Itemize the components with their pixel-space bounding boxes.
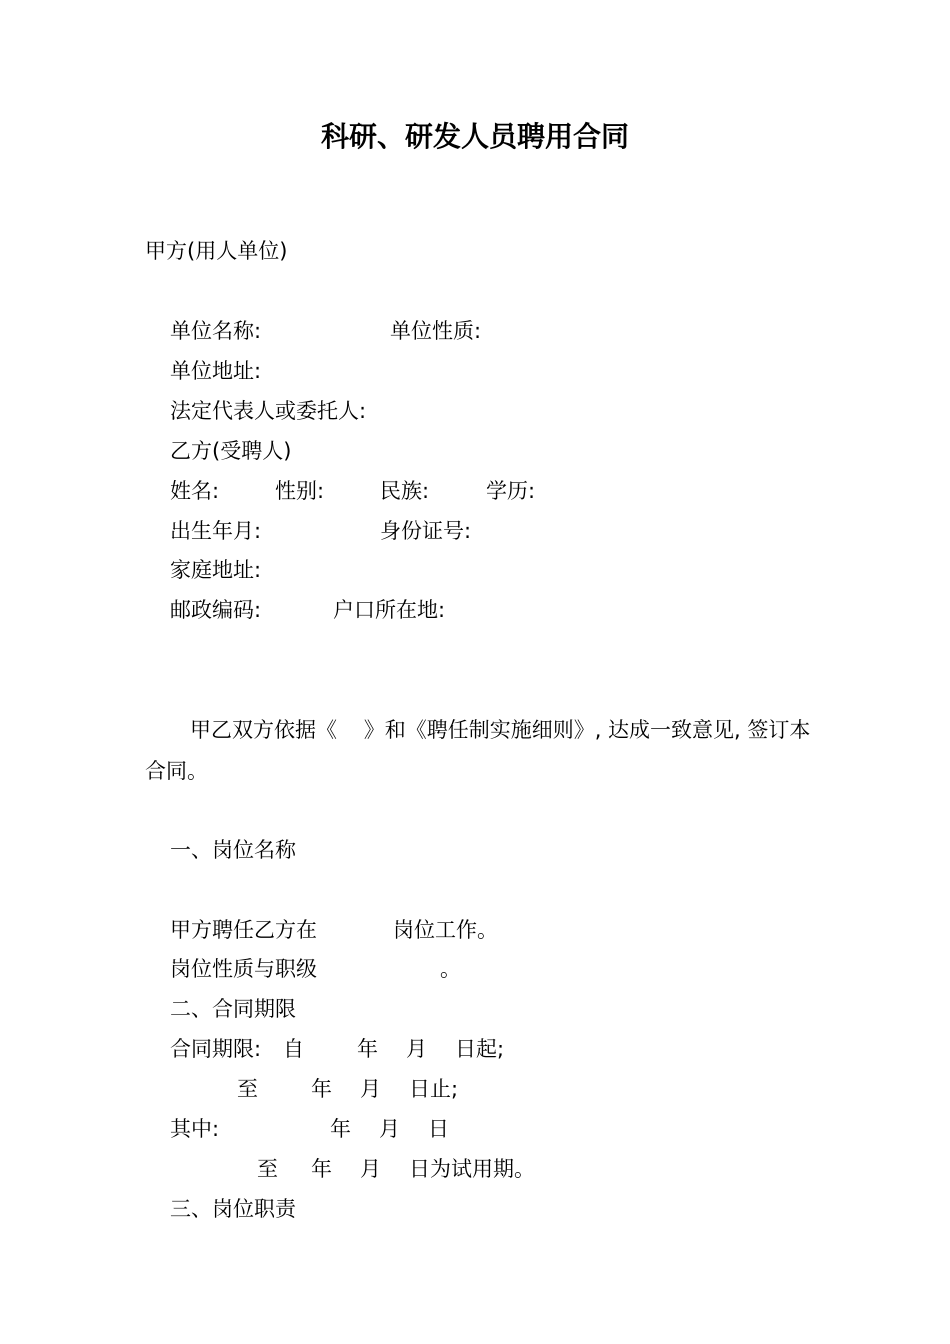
probation-end-year: 年 [311,1157,332,1181]
page-title: 科研、研发人员聘用合同 [320,120,629,153]
probation-start-day: 日 [428,1117,449,1141]
home-address-label: 家庭地址: [170,558,262,582]
contract-period-label: 合同期限: [170,1037,262,1061]
unit-address-label: 单位地址: [170,359,262,383]
legal-rep-label: 法定代表人或委托人: [170,399,367,423]
gender-label: 性别: [275,479,325,503]
post-appointment-text: 甲方聘任乙方在 [170,918,317,942]
section-3-heading: 三、岗位职责 [170,1197,296,1221]
postcode-label: 邮政编码: [170,598,262,622]
household-label: 户口所在地: [333,598,446,622]
period-end-month: 月 [360,1077,381,1101]
preamble-line-1: 甲乙双方依据《 》和《聘任制实施细则》, 达成一致意见, 签订本 [190,718,811,742]
probation-end-text: 日为试用期。 [409,1157,535,1181]
section-1-heading: 一、岗位名称 [170,838,296,862]
period-end-year: 年 [311,1077,332,1101]
post-work-text: 岗位工作。 [393,918,498,942]
unit-name-label: 单位名称: [170,319,262,343]
period-end-day: 日止; [409,1077,459,1101]
id-number-label: 身份证号: [380,519,472,543]
name-label: 姓名: [170,479,220,503]
preamble-line-2: 合同。 [145,759,208,783]
unit-nature-label: 单位性质: [390,319,482,343]
ethnicity-label: 民族: [380,479,430,503]
period-start-day: 日起; [455,1037,505,1061]
period-from-text: 自 [283,1037,304,1061]
probation-end-month: 月 [360,1157,381,1181]
education-label: 学历: [486,479,536,503]
section-2-heading: 二、合同期限 [170,997,296,1021]
probation-start-month: 月 [379,1117,400,1141]
probation-to-text: 至 [257,1157,278,1181]
birth-label: 出生年月: [170,519,262,543]
period-start-month: 月 [406,1037,427,1061]
period-to-text: 至 [237,1077,258,1101]
party-b-heading: 乙方(受聘人) [170,439,292,463]
probation-among-label: 其中: [170,1117,220,1141]
post-nature-rank-text: 岗位性质与职级 [170,957,317,981]
party-a-heading: 甲方(用人单位) [145,239,288,263]
probation-start-year: 年 [330,1117,351,1141]
post-nature-period: 。 [440,957,461,981]
period-start-year: 年 [357,1037,378,1061]
